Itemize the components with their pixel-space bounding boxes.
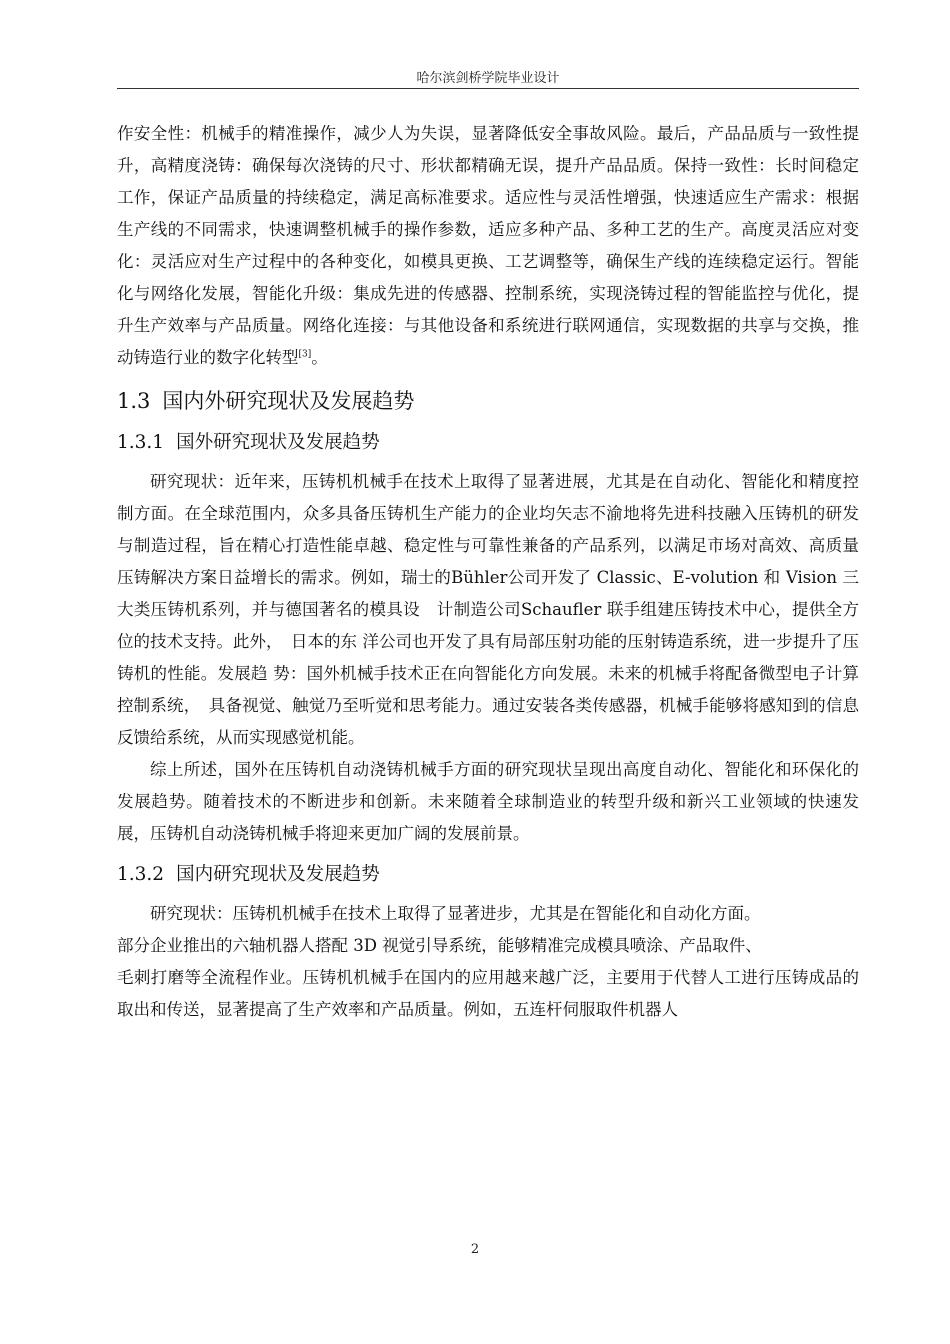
paragraph-foreign-status: 研究现状：近年来，压铸机机械手在技术上取得了显著进展，尤其是在自动化、智能化和精度控制方面。在全球范围内，众多具备压铸机生产能力的企业均矢志不渝地将先进科技融入压铸机的研发与制造过程，旨在精心打造性能卓越、稳定性与可靠性兼备的产品系列，以满足市场对高效、高质量压铸解决方案日益增长的需求。例如，瑞士的Bühler公司开发了 Classic、E-volution 和 Vision 三大类压铸机系列，并与德国著名的模具设 计制造公司Schaufler 联手组建压铸技术中心，提供全方位的技术支持。此外， 日本的东 洋公司也开发了具有局部压射功能的压射铸造系统，进一步提升了压铸机的性能。发展趋 势：国外机械手技术正在向智能化方向发展。未来的机械手将配备微型电子计算控制系统， 具备视觉、触觉乃至听觉和思考能力。通过安装各类传感器，机械手能够将感知到的信息 反馈给系统，从而实现感觉机能。 <box>117 472 859 747</box>
paragraph-intro-text: 作安全性：机械手的精准操作，减少人为失误，显著降低安全事故风险。最后，产品品质与一致性提升，高精度浇铸：确保每次浇铸的尺寸、形状都精确无误，提升产品品质。保持一致性：长时间稳定工作，保证产品质量的持续稳定，满足高标准要求。适应性与灵活性增强，快速适应生产需求：根据生产线的不同需求，快速调整机械手的操作参数，适应多种产品、多种工艺的生产。高度灵活应对变化：灵活应对生产过程中的各种变化，如模具更换、工艺调整等，确保生产线的连续稳定运行。智能化与网络化发展，智能化升级：集成先进的传感器、控制系统，实现浇铸过程的智能监控与优化，提升生产效率与产品质量。网络化连接：与其他设备和系统进行联网通信，实现数据的共享与交换，推动铸造行业的数字化转型 <box>117 124 859 367</box>
subsection-title: 国内研究现状及发展趋势 <box>176 864 380 885</box>
page-number: 2 <box>470 1242 480 1257</box>
paragraph-domestic-line-2: 部分企业推出的六轴机器人搭配 3D 视觉引导系统，能够精准完成模具喷涂、产品取件、 <box>117 936 762 955</box>
paragraph-domestic-line-1: 研究现状：压铸机机械手在技术上取得了显著进步，尤其是在智能化和自动化方面。 <box>150 904 761 923</box>
subsection-heading-1-3-1 <box>117 428 859 458</box>
paragraph-intro-end: 。 <box>311 348 328 367</box>
subsection-title: 国外研究现状及发展趋势 <box>176 432 380 453</box>
page-header: 哈尔滨剑桥学院毕业设计 <box>416 71 560 86</box>
subsection-heading-1-3-2 <box>117 860 859 890</box>
section-title: 国内外研究现状及发展趋势 <box>162 389 415 413</box>
page-body <box>117 118 859 1026</box>
paragraph-intro <box>117 118 859 374</box>
subsection-number: 1.3.1 <box>117 432 165 453</box>
paragraph-foreign-summary: 综上所述，国外在压铸机自动浇铸机械手方面的研究现状呈现出高度自动化、智能化和环保化的发展趋势。随着技术的不断进步和创新。未来随着全球制造业的转型升级和新兴工业领域的快速发展，压铸机自动浇铸机械手将迎来更加广阔的发展前景。 <box>117 760 859 843</box>
section-heading-1-3 <box>117 386 859 416</box>
section-number: 1.3 <box>117 389 151 413</box>
citation-ref: [3] <box>298 349 312 360</box>
header-divider <box>117 88 859 89</box>
paragraph-domestic-line-3: 毛刺打磨等全流程作业。压铸机机械手在国内的应用越来越广泛，主要用于代替人工进行压铸成品的取出和传送，显著提高了生产效率和产品质量。例如，五连杆伺服取件机器人 <box>117 968 859 1019</box>
subsection-number: 1.3.2 <box>117 864 165 885</box>
